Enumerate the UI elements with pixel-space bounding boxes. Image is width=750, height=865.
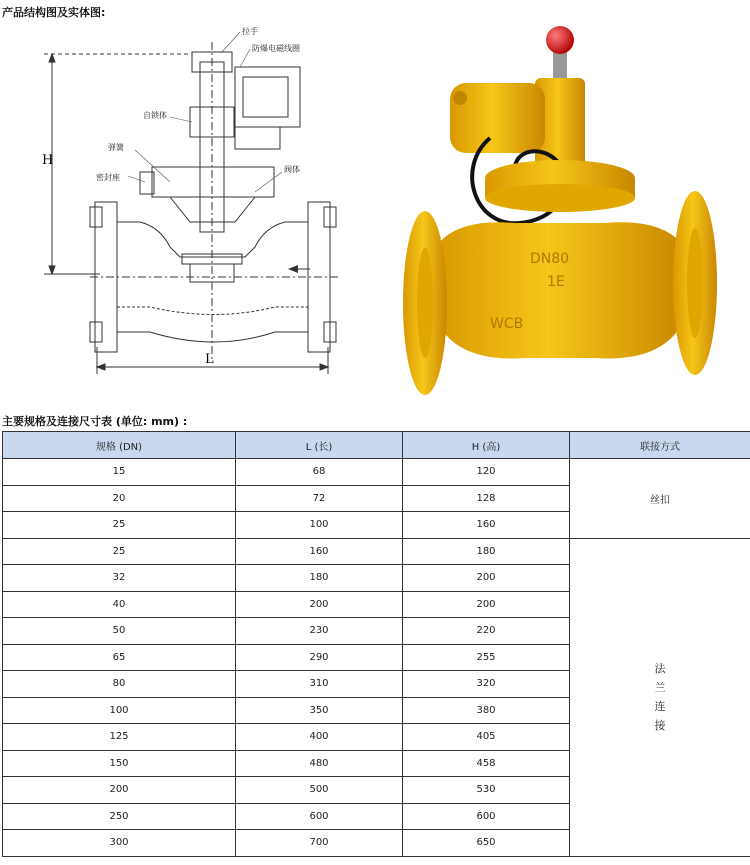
cell-length: 160 [236, 538, 403, 565]
cell-size: 25 [3, 538, 236, 565]
cell-length: 500 [236, 777, 403, 804]
cell-height: 120 [403, 459, 570, 486]
label-l: L [205, 352, 214, 367]
mark-dn: DN80 [530, 251, 570, 267]
header-height: H (高) [403, 432, 570, 459]
cell-height: 200 [403, 565, 570, 592]
cell-length: 180 [236, 565, 403, 592]
cell-length: 310 [236, 671, 403, 698]
cell-connection-thread: 丝扣 [570, 459, 750, 539]
header-length: L (长) [236, 432, 403, 459]
valve-body [435, 222, 685, 358]
cell-length: 230 [236, 618, 403, 645]
label-seal: 密封座 [96, 173, 120, 182]
cell-size: 80 [3, 671, 236, 698]
section-title-structure: 产品结构图及实体图: [2, 6, 106, 19]
flange-char: 连 [654, 700, 666, 713]
cell-height: 458 [403, 750, 570, 777]
flange-char: 法 [654, 662, 666, 675]
label-spring: 弹簧 [108, 143, 124, 152]
label-coil: 防爆电磁线圈 [252, 44, 300, 53]
cell-length: 290 [236, 644, 403, 671]
cell-size: 200 [3, 777, 236, 804]
cell-size: 100 [3, 697, 236, 724]
cell-length: 72 [236, 485, 403, 512]
cell-size: 50 [3, 618, 236, 645]
cell-length: 480 [236, 750, 403, 777]
section-title-spec: 主要规格及连接尺寸表 (单位: mm) : [2, 415, 188, 428]
cell-height: 650 [403, 830, 570, 857]
red-knob-icon [546, 26, 574, 54]
cell-height: 255 [403, 644, 570, 671]
cell-size: 40 [3, 591, 236, 618]
mark-material: WCB [490, 316, 524, 332]
cell-height: 380 [403, 697, 570, 724]
cell-connection-flange [570, 538, 750, 856]
cell-length: 600 [236, 803, 403, 830]
cell-length: 200 [236, 591, 403, 618]
cell-height: 220 [403, 618, 570, 645]
cell-height: 160 [403, 512, 570, 539]
mark-pn: 1E [547, 274, 565, 290]
cell-height: 530 [403, 777, 570, 804]
cell-height: 180 [403, 538, 570, 565]
label-self-lock: 自锁体 [143, 111, 167, 120]
cell-size: 65 [3, 644, 236, 671]
header-size: 规格 (DN) [3, 432, 236, 459]
cell-length: 68 [236, 459, 403, 486]
flange-char: 兰 [654, 681, 666, 694]
flange-char: 接 [654, 719, 666, 732]
table-header-row [3, 432, 750, 459]
cell-size: 32 [3, 565, 236, 592]
structure-drawing [40, 22, 370, 387]
cell-size: 125 [3, 724, 236, 751]
cell-size: 300 [3, 830, 236, 857]
cell-height: 128 [403, 485, 570, 512]
cell-height: 405 [403, 724, 570, 751]
cell-height: 200 [403, 591, 570, 618]
label-body: 阀体 [284, 165, 300, 174]
cell-length: 700 [236, 830, 403, 857]
cell-length: 100 [236, 512, 403, 539]
spec-table [2, 431, 750, 857]
cell-length: 350 [236, 697, 403, 724]
label-handle: 拉手 [242, 27, 258, 36]
product-photo [395, 18, 725, 403]
cell-height: 600 [403, 803, 570, 830]
table-row [3, 459, 750, 486]
cell-size: 20 [3, 485, 236, 512]
label-h: H [42, 153, 54, 168]
header-connection: 联接方式 [570, 432, 750, 459]
cell-size: 250 [3, 803, 236, 830]
cell-size: 15 [3, 459, 236, 486]
table-row [3, 538, 750, 565]
cell-size: 25 [3, 512, 236, 539]
cell-height: 320 [403, 671, 570, 698]
cell-size: 150 [3, 750, 236, 777]
cell-length: 400 [236, 724, 403, 751]
